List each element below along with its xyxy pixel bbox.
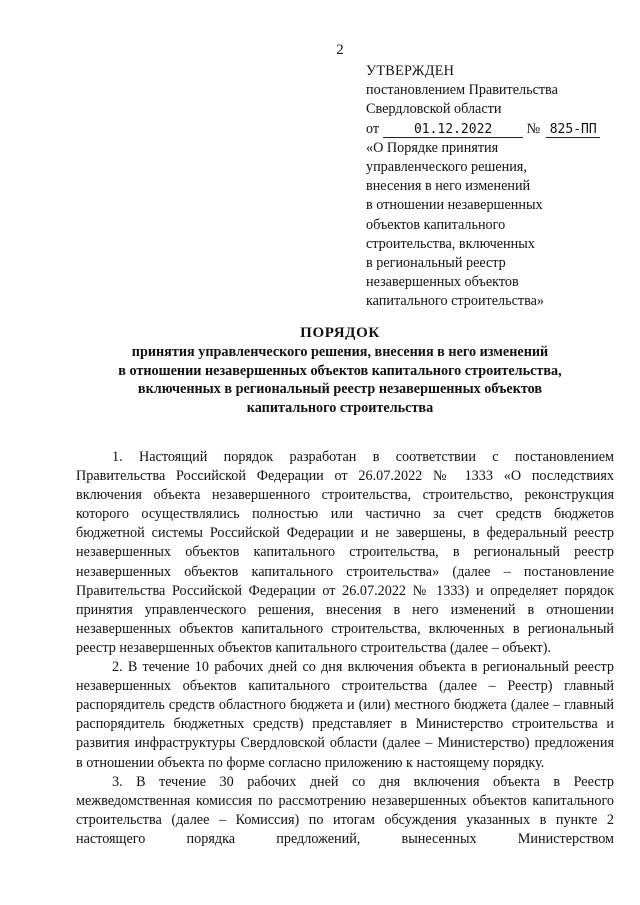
approval-subject-line: управленческого решения, bbox=[366, 159, 527, 176]
approval-subject-line: капитального строительства» bbox=[366, 293, 545, 310]
approval-from-label: от bbox=[366, 120, 380, 137]
approval-date: 01.12.2022 bbox=[383, 122, 523, 138]
approval-number: 825-ПП bbox=[546, 122, 600, 138]
approval-number-label: № bbox=[526, 120, 541, 137]
document-title bbox=[60, 323, 620, 417]
paragraph-3: 3. В течение 30 рабочих дней со дня включения объекта в Реестр межведомственная комиссия по рассмотрению незавершенных объектов капитального строительства (далее – Комиссия) по итогам обсуждения указанных в пункте 2 настоящего порядка предложений, вынесенных Министерством bbox=[76, 773, 614, 847]
page-number: 2 bbox=[336, 42, 344, 58]
title-main: ПОРЯДОК bbox=[300, 325, 380, 341]
approval-date-line bbox=[366, 120, 631, 139]
approval-subject-line: в региональный реестр bbox=[366, 255, 506, 272]
approval-subject-line: строительства, включенных bbox=[366, 235, 535, 252]
approval-stamp bbox=[366, 62, 631, 312]
approval-heading: УТВЕРЖДЕН bbox=[366, 63, 455, 79]
title-line: капитального строительства bbox=[246, 399, 434, 416]
approval-subject-line: объектов капитального bbox=[366, 216, 506, 233]
document-body bbox=[76, 448, 614, 849]
title-line: в отношении незавершенных объектов капитального строительства, bbox=[118, 362, 562, 379]
title-line: принятия управленческого решения, внесения в него изменений bbox=[131, 344, 549, 360]
approval-subject-line: незавершенных объектов bbox=[366, 274, 519, 291]
approval-line-1: постановлением Правительства bbox=[366, 82, 558, 99]
title-line: включенных в региональный реестр незавершенных объектов bbox=[137, 381, 543, 398]
approval-subject-line: «О Порядке принятия bbox=[366, 139, 499, 156]
approval-subject-line: в отношении незавершенных bbox=[366, 197, 543, 214]
paragraph-1: 1. Настоящий порядок разработан в соответствии с постановлением Правительства Российской Федерации от 26.07.2022 № 1333 «О последствиях включения объекта незавершенного строительства, строительство, реконструкция которого осуществлялись полностью или частично за счет средств бюджетов бюджетной системы Российской Федерации и не завершены, в федеральный реестр незавершенных объектов капитального строительства, в региональный реестр незавершенных объектов капитального строительства» (далее – постановление Правительства Российской Федерации от 26.07.2022 № 1333) и определяет порядок принятия управленческого решения, внесения в него изменений в отношении незавершенных объектов капитального строительства, включенных в региональный реестр незавершенных объектов капитального строительства (далее – объект). bbox=[76, 449, 614, 656]
paragraph-2: 2. В течение 10 рабочих дней со дня включения объекта в региональный реестр незавершенных объектов капитального строительства (далее – Реестр) главный распорядитель средств областного бюджета и (или) местного бюджета (далее – главный распорядитель бюджетных средств) представляет в Министерство строительства и развития инфраструктуры Свердловской области (далее – Министерство) предложения в отношении объекта по форме согласно приложению к настоящему порядку. bbox=[76, 659, 614, 771]
approval-subject-line: внесения в него изменений bbox=[366, 178, 531, 195]
approval-line-2: Свердловской области bbox=[366, 101, 502, 118]
